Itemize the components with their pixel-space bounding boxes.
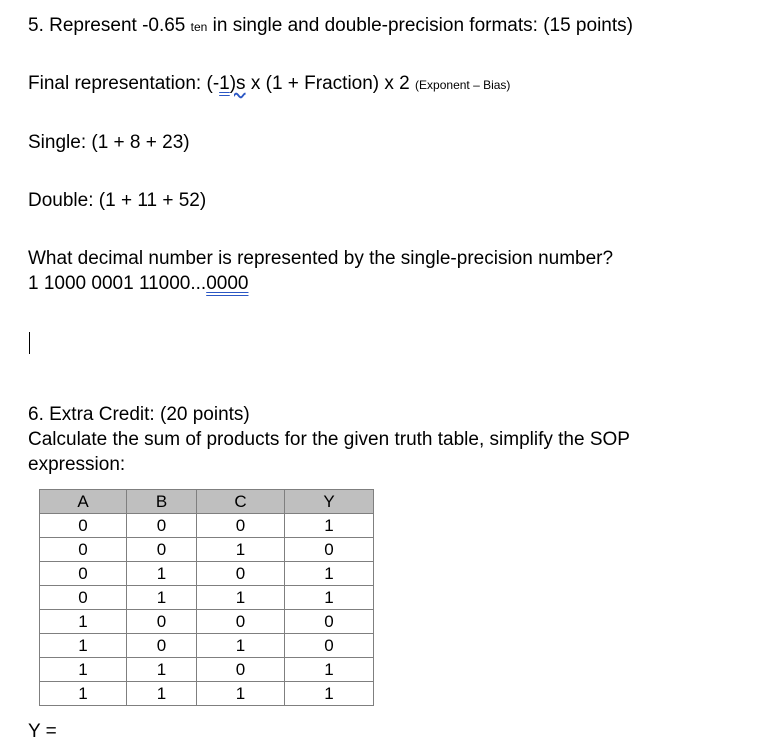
q5-heading-pre: 5. Represent -0.65 bbox=[28, 15, 191, 36]
cell-c: 1 bbox=[197, 634, 285, 658]
cell-a: 1 bbox=[40, 634, 127, 658]
truth-table bbox=[39, 489, 374, 706]
q6-description-line2: expression: bbox=[28, 454, 126, 475]
q5-question: What decimal number is represented by the single-precision number? bbox=[28, 248, 614, 269]
final-pre: Final representation: (- bbox=[28, 73, 220, 94]
cell-c: 0 bbox=[197, 514, 285, 538]
q6-heading: 6. Extra Credit: (20 points) bbox=[28, 404, 250, 425]
cell-a: 0 bbox=[40, 514, 127, 538]
cell-b: 1 bbox=[127, 586, 197, 610]
table-row bbox=[40, 562, 374, 586]
cell-b: 1 bbox=[127, 682, 197, 706]
cell-y: 1 bbox=[285, 658, 374, 682]
cell-y: 0 bbox=[285, 610, 374, 634]
cell-y: 0 bbox=[285, 538, 374, 562]
cell-a: 0 bbox=[40, 562, 127, 586]
cell-c: 1 bbox=[197, 538, 285, 562]
q5-heading-subscript: ten bbox=[190, 20, 208, 34]
cell-c: 0 bbox=[197, 562, 285, 586]
table-row bbox=[40, 586, 374, 610]
header-b: B bbox=[127, 490, 197, 514]
text-cursor[interactable] bbox=[29, 332, 30, 354]
cell-b: 1 bbox=[127, 658, 197, 682]
cell-a: 1 bbox=[40, 610, 127, 634]
cell-b: 0 bbox=[127, 634, 197, 658]
table-row bbox=[40, 658, 374, 682]
final-exponent: (Exponent – Bias) bbox=[415, 78, 511, 92]
header-y: Y bbox=[285, 490, 374, 514]
bit-pattern bbox=[28, 273, 248, 295]
cell-a: 0 bbox=[40, 538, 127, 562]
q6-description-line1: Calculate the sum of products for the given truth table, simplify the SOP bbox=[28, 429, 630, 450]
table-row bbox=[40, 634, 374, 658]
single-format: Single: (1 + 8 + 23) bbox=[28, 132, 190, 153]
header-c: C bbox=[197, 490, 285, 514]
table-row bbox=[40, 538, 374, 562]
cell-y: 1 bbox=[285, 562, 374, 586]
cell-y: 0 bbox=[285, 634, 374, 658]
truth-table-header bbox=[40, 490, 374, 514]
answer-label: Y = bbox=[28, 721, 57, 742]
cell-a: 0 bbox=[40, 586, 127, 610]
final-post: x (1 + Fraction) x 2 bbox=[245, 73, 416, 94]
cell-b: 0 bbox=[127, 538, 197, 562]
q5-heading bbox=[28, 15, 633, 38]
cell-y: 1 bbox=[285, 514, 374, 538]
cell-c: 0 bbox=[197, 610, 285, 634]
cell-b: 0 bbox=[127, 514, 197, 538]
cell-a: 1 bbox=[40, 682, 127, 706]
q5-heading-post: in single and double-precision formats: (15 points) bbox=[207, 15, 633, 36]
final-one: 1 bbox=[219, 73, 230, 94]
cell-c: 1 bbox=[197, 586, 285, 610]
cell-b: 1 bbox=[127, 562, 197, 586]
cell-a: 1 bbox=[40, 658, 127, 682]
bit-pattern-tail: 0000 bbox=[206, 273, 249, 294]
cell-y: 1 bbox=[285, 586, 374, 610]
table-row bbox=[40, 682, 374, 706]
final-s: )s bbox=[229, 73, 246, 94]
cell-c: 0 bbox=[197, 658, 285, 682]
table-row bbox=[40, 610, 374, 634]
cell-y: 1 bbox=[285, 682, 374, 706]
double-format: Double: (1 + 11 + 52) bbox=[28, 190, 207, 211]
bit-pattern-main: 1 1000 0001 11000... bbox=[28, 273, 207, 294]
table-row bbox=[40, 514, 374, 538]
cell-b: 0 bbox=[127, 610, 197, 634]
final-representation bbox=[28, 73, 510, 96]
cell-c: 1 bbox=[197, 682, 285, 706]
header-a: A bbox=[40, 490, 127, 514]
